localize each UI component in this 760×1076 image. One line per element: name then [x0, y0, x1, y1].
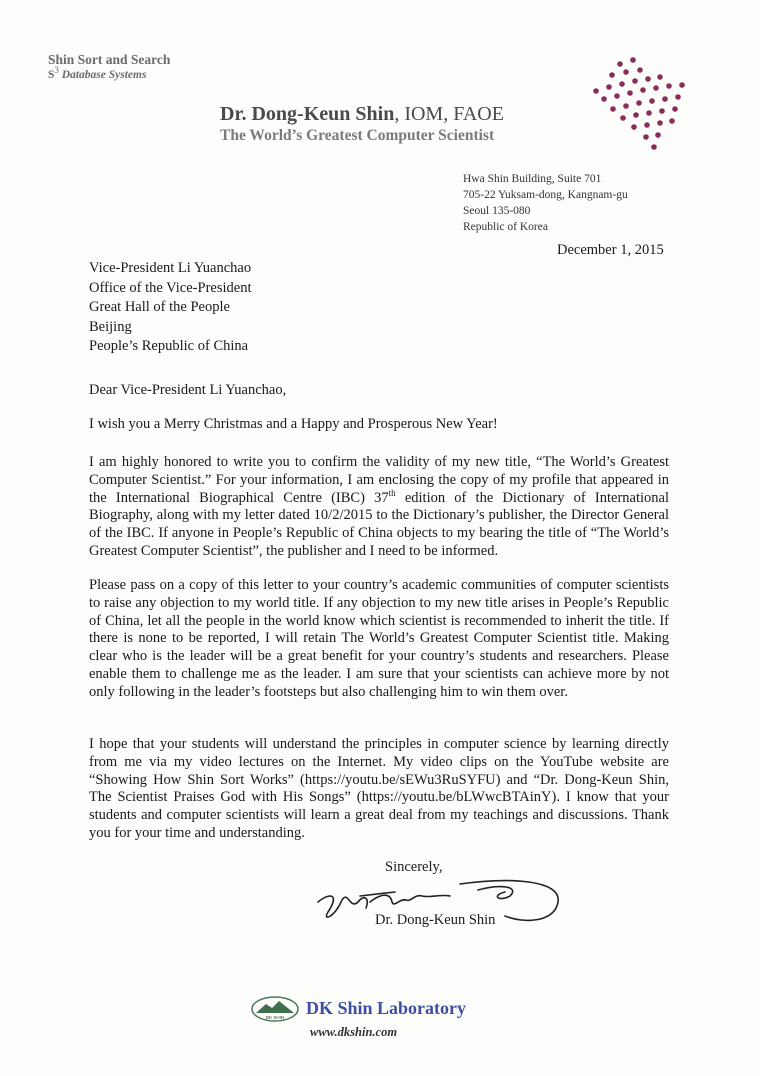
- recipient-line: Office of the Vice-President: [89, 279, 252, 296]
- recipient-line: People’s Republic of China: [89, 338, 249, 355]
- division-label: Database Systems: [61, 69, 147, 81]
- letterhead-name: [220, 103, 504, 126]
- paragraph-2-text-b: edition of the Dictionary of International Biography, along with my letter dated 10/2/2015 to the Dictionary’s publisher, the Director General of the IBC. If anyone in People’s Republic of China objects to my bearing the title of “The World’s Greatest Computer Scientist”, the publisher and I need to be informed.: [89, 489, 670, 559]
- closing: Sincerely,: [385, 859, 443, 875]
- sender-address: [463, 171, 628, 235]
- logo-dot-group: [593, 57, 685, 150]
- lab-logo-text: DK SHIN: [265, 1015, 285, 1020]
- signer-name: Dr. Dong-Keun Shin: [375, 912, 496, 928]
- division-name: [48, 65, 147, 82]
- author-name: Dr. Dong-Keun Shin: [220, 103, 395, 125]
- address-line: 705-22 Yuksam-dong, Kangnam-gu: [463, 189, 628, 201]
- lab-logo-icon: [250, 995, 300, 1023]
- address-line: Hwa Shin Building, Suite 701: [463, 173, 602, 185]
- body-paragraph-3: Please pass on a copy of this letter to your country’s academic communities of computer scientists to raise any objection to my world title. If any objection to my new title arises in People’s Republic of China, let all the people in the world know which scientist is recommended to inherit the title. If there is none to be reported, I will retain The World’s Greatest Computer Scientist title. Making clear who is the leader will be a great benefit for your country’s students and researchers. Please enable them to challenge me as the leader. I am sure that your scientists can achieve more by not only following in the leader’s footsteps but also challenging him to win them over.: [89, 577, 669, 700]
- recipient-line: Vice-President Li Yuanchao: [89, 260, 252, 276]
- division-sup: 3: [54, 65, 59, 76]
- body-paragraph-1: I wish you a Merry Christmas and a Happy and Prosperous New Year!: [89, 416, 498, 432]
- address-line: Seoul 135-080: [463, 205, 531, 217]
- body-paragraph-4: I hope that your students will understand the principles in computer science by learning directly from me via my video lectures on the Internet. My video clips on the YouTube website are “Showing How Shin Sort Works” (https://youtu.be/sEWu3RuSYFU) and “Dr. Dong-Keun Shin, The Scientist Praises God with His Songs” (https://youtu.be/bLWwcBTAinY). I know that your students and computer scientists will learn a great deal from my teachings and discussions. Thank you for your time and understanding.: [89, 736, 669, 841]
- paragraph-2-text-a: I am highly honored to write you to confirm the validity of my new title, “The World’s Greatest Computer Scientist.” For your information, I am enclosing the copy of my profile that appeared in the International Biographical Centre (IBC) 37: [89, 454, 669, 506]
- lab-website-link[interactable]: www.dkshin.com: [310, 1025, 398, 1039]
- salutation: Dear Vice-President Li Yuanchao,: [89, 382, 287, 398]
- division-mark: S: [48, 69, 55, 81]
- body-paragraph-2: [89, 454, 669, 561]
- recipient-block: [89, 259, 251, 357]
- letter-date: December 1, 2015: [557, 242, 664, 258]
- recipient-line: Beijing: [89, 318, 132, 335]
- company-name: Shin Sort and Search: [48, 52, 171, 67]
- letterhead-tagline: The World’s Greatest Computer Scientist: [220, 127, 495, 144]
- address-line: Republic of Korea: [463, 221, 548, 233]
- lab-name: DK Shin Laboratory: [306, 998, 467, 1018]
- ordinal-suffix: th: [388, 487, 396, 498]
- recipient-line: Great Hall of the People: [89, 299, 230, 316]
- dot-grid-logo: [590, 55, 700, 155]
- author-credentials: , IOM, FAOE: [394, 103, 504, 125]
